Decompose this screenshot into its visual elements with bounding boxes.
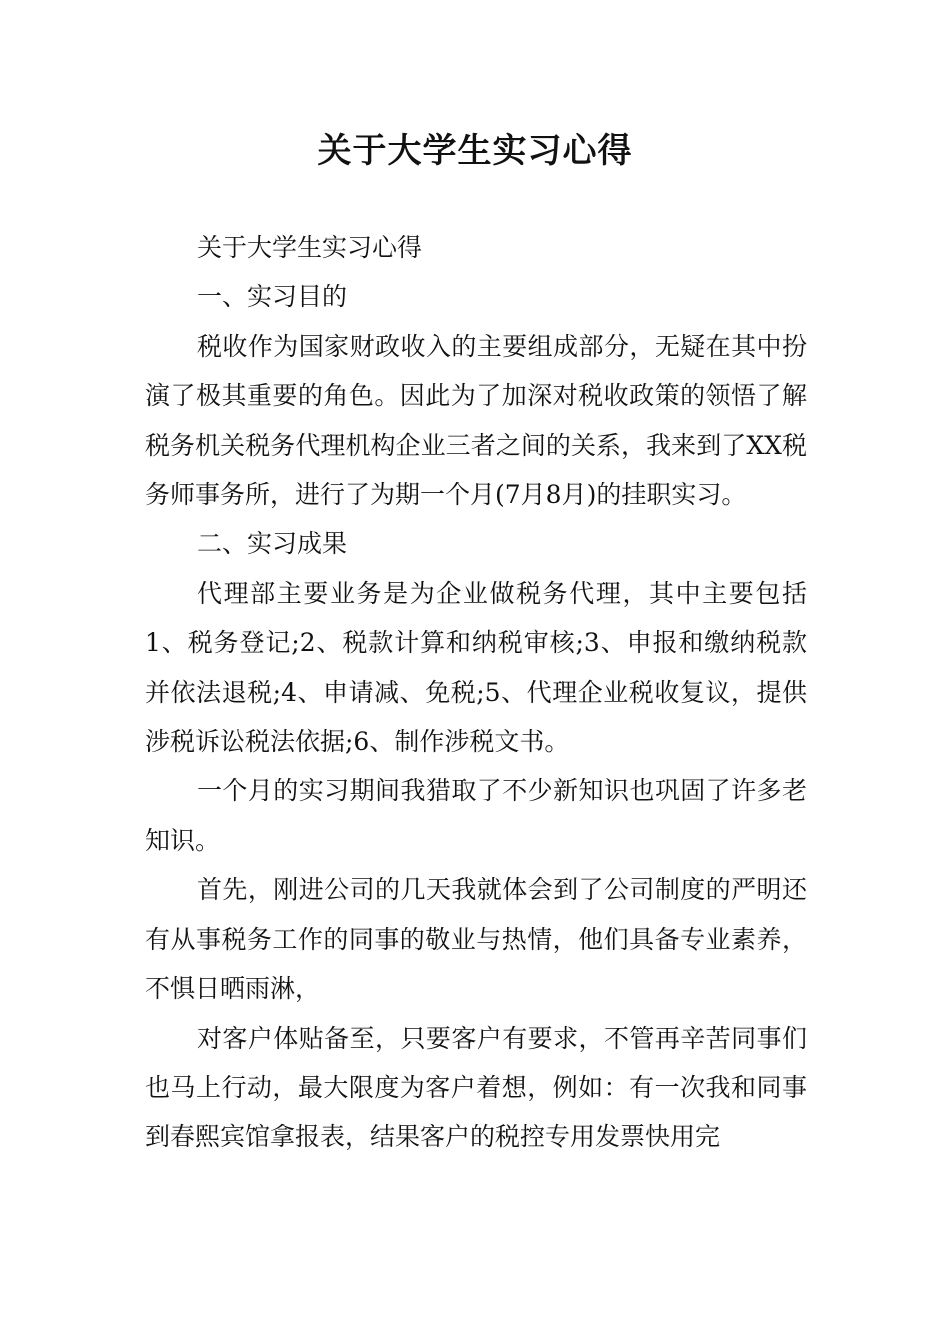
document-title: 关于大学生实习心得: [317, 131, 633, 171]
paragraph: 一个月的实习期间我猎取了不少新知识也巩固了许多老知识。: [145, 776, 807, 855]
paragraph: 代理部主要业务是为企业做税务代理，其中主要包括1、税务登记;2、税款计算和纳税审核;3、申报和缴纳税款并依法退税;4、申请减、免税;5、代理企业税收复议，提供涉税诉讼税法依据;6、制作涉税文书。: [145, 578, 807, 757]
paragraph-subtitle: 关于大学生实习心得: [197, 233, 423, 262]
section-heading-results: 二、实习成果: [197, 529, 348, 559]
paragraph: 首先，刚进公司的几天我就体会到了公司制度的严明还有从事税务工作的同事的敬业与热情，他们具备专业素养，不惧日晒雨淋，: [145, 875, 807, 1004]
paragraph: 对客户体贴备至，只要客户有要求，不管再辛苦同事们也马上行动，最大限度为客户着想，例如：有一次我和同事到春熙宾馆拿报表，结果客户的税控专用发票快用完: [145, 1023, 807, 1152]
section-heading-purpose: 一、实习目的: [197, 282, 348, 312]
document-body: [145, 223, 807, 1162]
paragraph: 税收作为国家财政收入的主要组成部分，无疑在其中扮演了极其重要的角色。因此为了加深对税收政策的领悟了解税务机关税务代理机构企业三者之间的关系，我来到了XX税务师事务所，进行了为期一个月(7月8月)的挂职实习。: [145, 331, 807, 510]
